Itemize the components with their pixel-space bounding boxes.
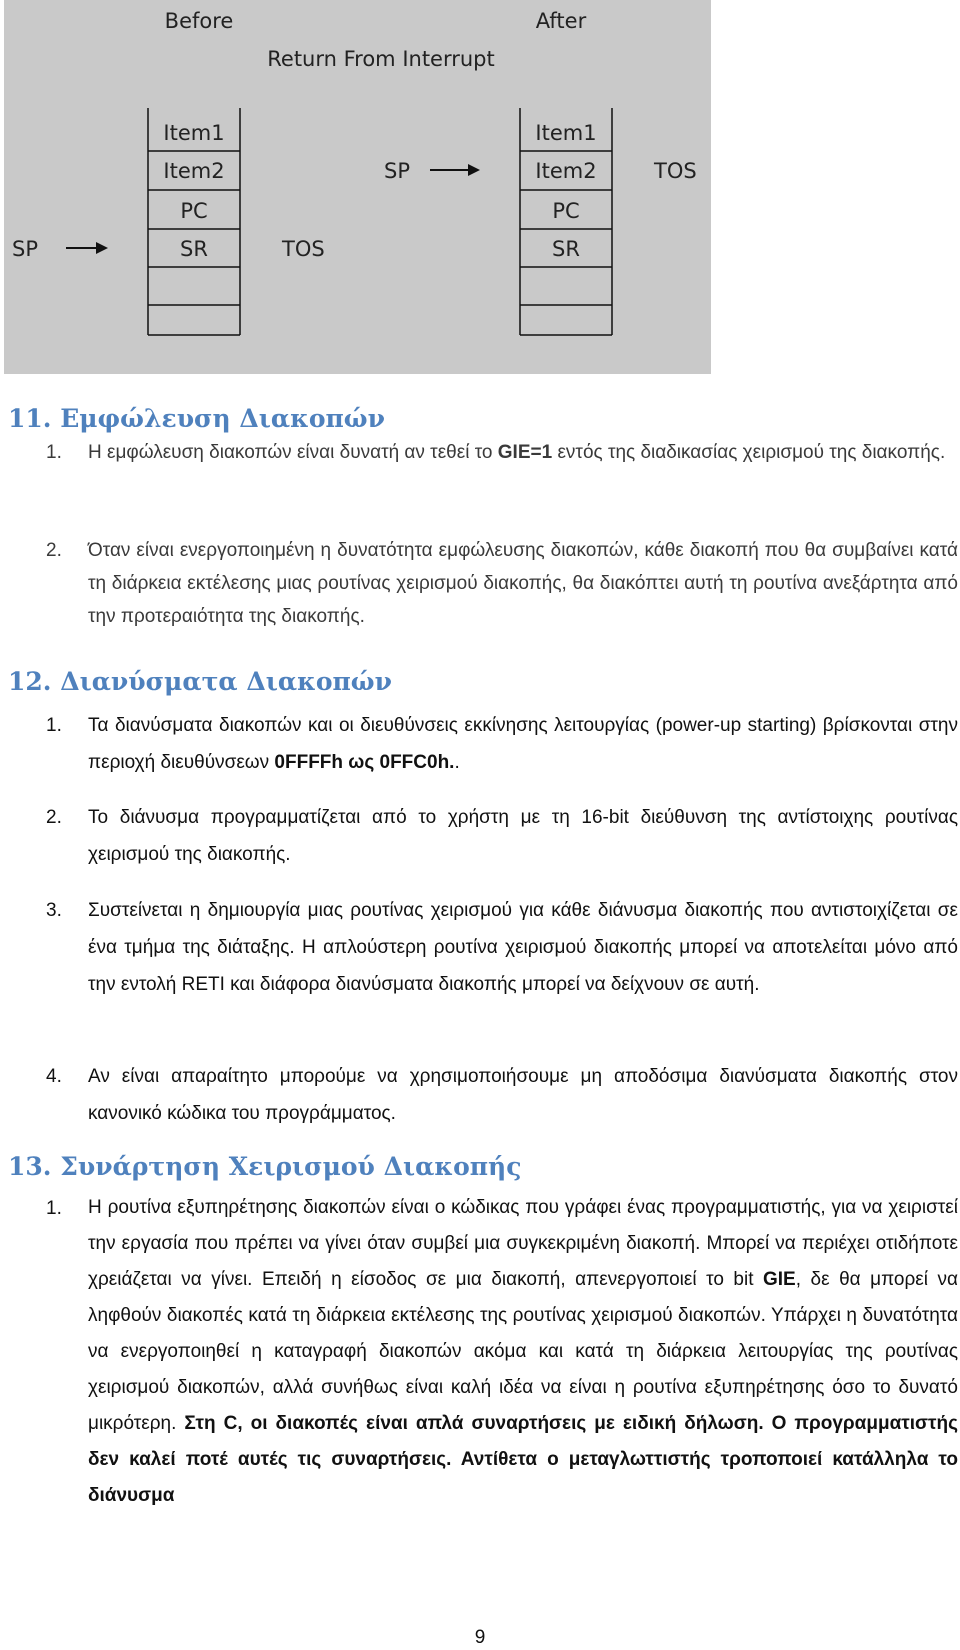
section-12-item-2 <box>46 807 958 873</box>
section-12-heading: 12. Διανύσματα Διακοπών <box>8 667 392 696</box>
item-number: 3. <box>46 900 62 921</box>
page-number: 9 <box>474 1627 486 1648</box>
item-text: Τα διανύσματα διακοπών και οι διευθύνσεις εκκίνησης λειτουργίας (power-up starting) βρίσκονται στην περιοχή διευθύνσεων 0FFFFh ως 0FFC0h.. <box>88 715 958 773</box>
section-12-item-3 <box>46 900 958 1003</box>
section-12-item-1 <box>46 715 958 781</box>
after-pc: PC <box>552 199 580 223</box>
item-text: Η ρουτίνα εξυπηρέτησης διακοπών είναι ο κώδικας που γράφει ένας προγραμματιστής, για να χειριστεί την εργασία που πρέπει να γίνει όταν συμβεί μια συγκεκριμένη διακοπή. Μπορεί να περιέχει οτιδήποτε χρειάζεται να γίνει. Επειδή η είσοδος σε μια διακοπή, απενεργοποιεί το bit GIE, δε θα μπορεί να ληφθούν διακοπές κατά τη διάρκεια εκτέλεσης της ρουτίνας χειρισμού διακοπών. Υπάρχει η δυνατότητα να ενεργοποιηθεί η καταγραφή διακοπών ακόμα και κατά τη διάρκεια λειτουργίας της ρουτίνας χειρισμού διακοπών, αλλά συνήθως είναι καλή ιδέα να είναι η ρουτίνα εξυπηρέτησης όσο το δυνατό μικρότερη. Στη C, οι διακοπές είναι απλά συναρτήσεις με ειδική δήλωση. Ο προγραμματιστής δεν καλεί ποτέ αυτές τις συναρτήσεις. Αντίθετα ο μεταγλωττιστής τροποποιεί κατάλληλα το διάνυσμα <box>88 1197 958 1506</box>
item-text: Η εμφώλευση διακοπών είναι δυνατή αν τεθεί το GIE=1 εντός της διαδικασίας χειρισμού της διακοπής. <box>88 442 946 463</box>
section-12-item-4 <box>46 1066 958 1132</box>
after-sp-arrow <box>430 164 480 176</box>
section-13-heading: 13. Συνάρτηση Χειρισμού Διακοπής <box>8 1152 522 1181</box>
item-number: 4. <box>46 1066 62 1087</box>
before-pc: PC <box>180 199 208 223</box>
section-13-item-1 <box>46 1198 958 1514</box>
after-label: After <box>535 9 587 33</box>
item-text: Όταν είναι ενεργοποιημένη η δυνατότητα εμφώλευσης διακοπών, κάθε διακοπή που θα συμβαίνει κατά τη διάρκεια εκτέλεσης μιας ρουτίνας χειρισμού διακοπής, θα διακόπτει αυτή τη ρουτίνα ανεξάρτητα από την προτεραιότητα της διακοπής. <box>88 540 958 627</box>
stack-diagram <box>4 0 711 374</box>
after-sr: SR <box>552 237 580 261</box>
after-item2: Item2 <box>535 159 597 183</box>
after-tos-label: TOS <box>654 159 697 183</box>
item-number: 1. <box>46 442 62 463</box>
after-sp-label: SP <box>384 159 410 183</box>
item-text: Συστείνεται η δημιουργία μιας ρουτίνας χειρισμού για κάθε διάνυσμα διακοπής που αντιστοιχίζεται σε ένα τμήμα της διάταξης. Η απλούστερη ρουτίνα χειρισμού διακοπής μπορεί να αποτελείται μόνο από την εντολή RETI και διάφορα διανύσματα διακοπής μπορεί να δείχνουν σε αυτή. <box>88 900 958 995</box>
section-11-item-1 <box>46 442 958 469</box>
return-from-interrupt-label: Return From Interrupt <box>267 47 495 71</box>
before-tos-label: TOS <box>282 237 325 261</box>
item-number: 2. <box>46 540 62 561</box>
before-item1: Item1 <box>163 121 225 145</box>
item-number: 2. <box>46 807 62 828</box>
item-text: Το διάνυσμα προγραμματίζεται από το χρήστη με τη 16-bit διεύθυνση της αντίστοιχης ρουτίνας χειρισμού της διακοπής. <box>88 807 958 865</box>
after-item1: Item1 <box>535 121 597 145</box>
item-number: 1. <box>46 715 62 736</box>
stack-diagram-figure <box>4 0 711 374</box>
item-number: 1. <box>46 1198 62 1219</box>
before-sr: SR <box>180 237 208 261</box>
before-item2: Item2 <box>163 159 225 183</box>
section-11-item-2 <box>46 540 958 633</box>
before-sp-arrow <box>66 242 108 254</box>
before-label: Before <box>164 9 234 33</box>
item-text: Αν είναι απαραίτητο μπορούμε να χρησιμοποιήσουμε μη αποδόσιμα διανύσματα διακοπής στον κανονικό κώδικα του προγράμματος. <box>88 1066 958 1124</box>
before-sp-label: SP <box>12 237 38 261</box>
section-11-heading: 11. Εμφώλευση Διακοπών <box>8 404 385 433</box>
